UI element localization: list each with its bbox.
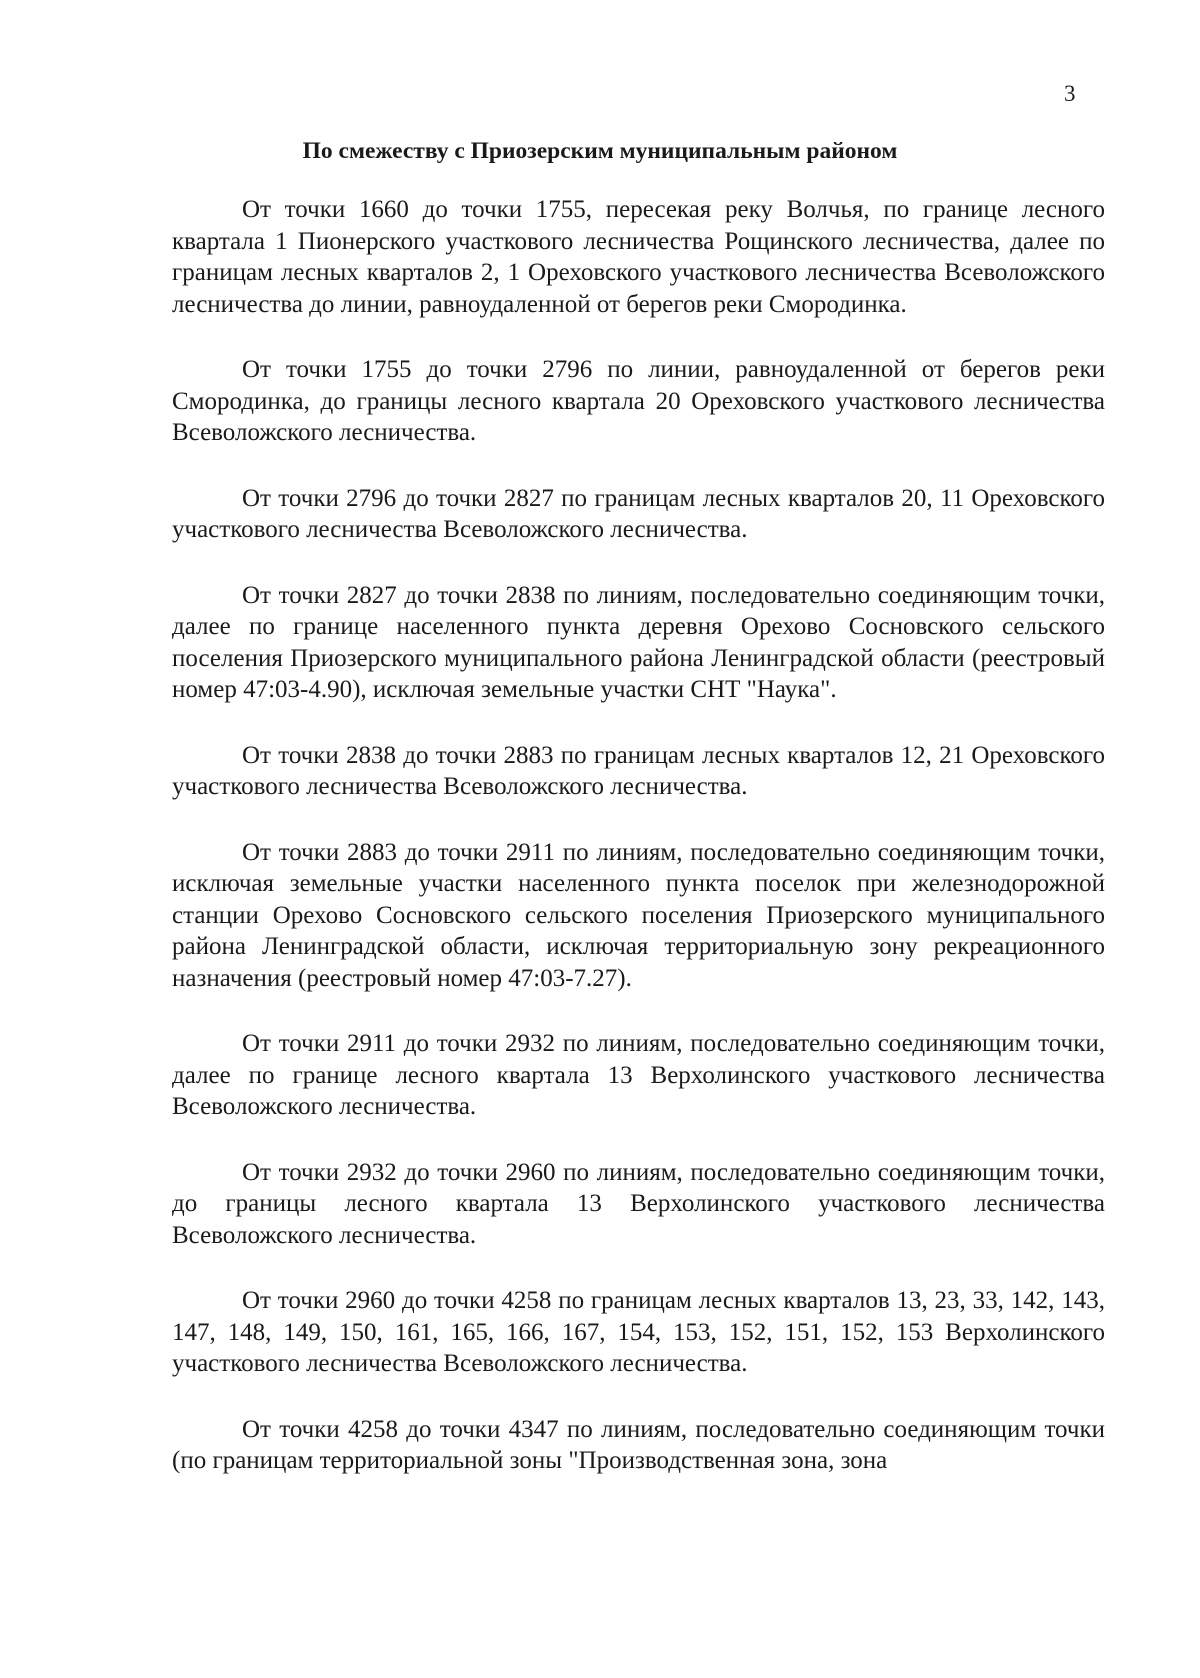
paragraph-4: От точки 2827 до точки 2838 по линиям, последовательно соединяющим точки, далее по границе населенного пункта деревня Орехово Сосновского сельского поселения Приозерского муниципального района Ленинградской области (реестровый номер 47:03-4.90), исключая земельные участки СНТ "Наука". xyxy=(172,581,1105,703)
paragraph-2: От точки 1755 до точки 2796 по линии, равноудаленной от берегов реки Смородинка, до границы лесного квартала 20 Ореховского участкового лесничества Всеволожского лесничества. xyxy=(172,356,1105,446)
paragraph-1: От точки 1660 до точки 1755, пересекая реку Волчья, по границе лесного квартала 1 Пионерского участкового лесничества Рощинского лесничества, далее по границам лесных кварталов 2, 1 Ореховского участкового лесничества Всеволожского лесничества до линии, равноудаленной от берегов реки Смородинка. xyxy=(172,196,1105,318)
paragraph-5: От точки 2838 до точки 2883 по границам лесных кварталов 12, 21 Ореховского участкового лесничества Всеволожского лесничества. xyxy=(172,741,1105,800)
section-heading: По смежеству с Приозерским муниципальным районом xyxy=(302,138,898,164)
paragraph-8: От точки 2932 до точки 2960 по линиям, последовательно соединяющим точки, до границы лесного квартала 13 Верхолинского участкового лесничества Всеволожского лесничества. xyxy=(172,1158,1105,1249)
paragraph-10: От точки 4258 до точки 4347 по линиям, последовательно соединяющим точки (по границам территориальной зоны "Производственная зона, зона xyxy=(172,1415,1105,1474)
paragraph-6: От точки 2883 до точки 2911 по линиям, последовательно соединяющим точки, исключая земельные участки населенного пункта поселок при железнодорожной станции Орехово Сосновского сельского поселения Приозерского муниципального района Ленинградской области, исключая территориальную зону рекреационного назначения (реестровый номер 47:03-7.27). xyxy=(172,838,1105,992)
page-number: 3 xyxy=(1064,81,1076,106)
paragraph-7: От точки 2911 до точки 2932 по линиям, последовательно соединяющим точки, далее по границе лесного квартала 13 Верхолинского участкового лесничества Всеволожского лесничества. xyxy=(172,1030,1105,1120)
paragraph-3: От точки 2796 до точки 2827 по границам лесных кварталов 20, 11 Ореховского участкового лесничества Всеволожского лесничества. xyxy=(172,484,1105,543)
document-body xyxy=(172,194,1105,1511)
paragraph-9: От точки 2960 до точки 4258 по границам лесных кварталов 13, 23, 33, 142, 143, 147, 148, 149, 150, 161, 165, 166, 167, 154, 153, 152, 151, 152, 153 Верхолинского участкового лесничества Всеволожского лесничества. xyxy=(172,1287,1105,1377)
